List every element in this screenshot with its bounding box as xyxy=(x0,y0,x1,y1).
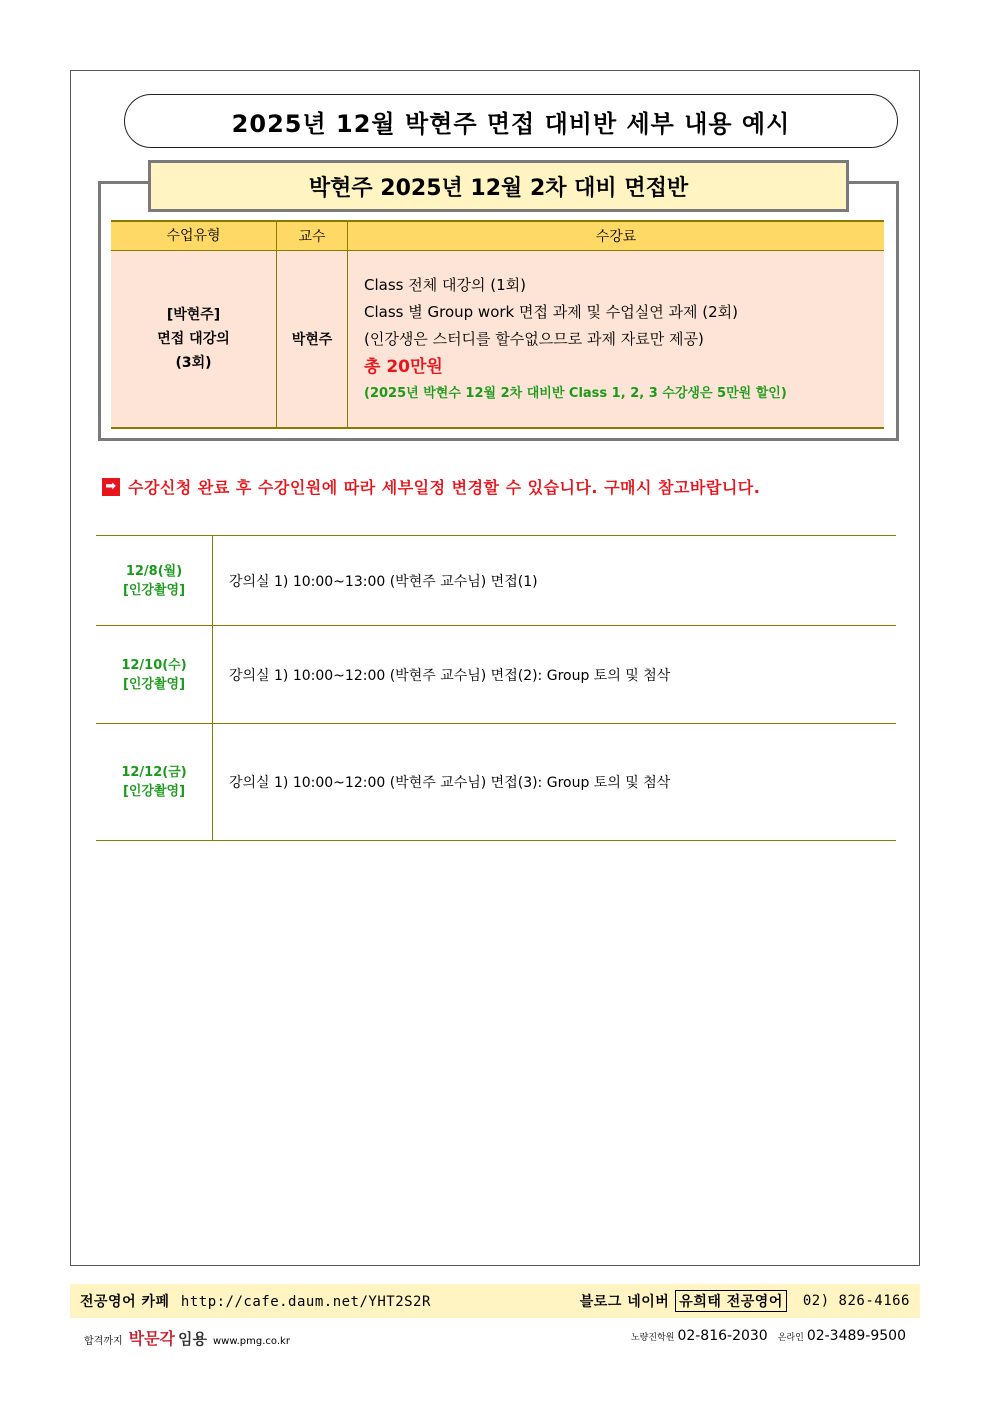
brand-logo xyxy=(84,1326,290,1349)
cafe-label: 전공영어 카페 xyxy=(80,1294,170,1310)
slogan: 합격까지 xyxy=(84,1336,123,1347)
schedule-tag: [인강촬영] xyxy=(122,582,186,598)
footer-bar xyxy=(70,1284,920,1318)
brand-url[interactable]: www.pmg.co.kr xyxy=(213,1336,290,1347)
schedule-date: 12/10(수) xyxy=(121,657,187,673)
schedule-detail: 강의실 1) 10:00~12:00 (박현주 교수님) 면접(3): Group 토의 및 첨삭 xyxy=(213,724,897,841)
schedule-date-cell xyxy=(96,626,213,724)
fee-line: Class 전체 대강의 (1회) xyxy=(364,275,526,294)
course-type-line: 면접 대강의 xyxy=(157,331,230,347)
fee-line: (인강생은 스터디를 할수없으므로 과제 자료만 제공) xyxy=(364,329,704,348)
fee-discount: (2025년 박현수 12월 2차 대비반 Class 1, 2, 3 수강생은 5만원 할인) xyxy=(364,385,787,401)
blog-label: 블로그 네이버 xyxy=(579,1294,670,1310)
schedule-date-cell xyxy=(96,724,213,841)
schedule-row xyxy=(96,626,896,724)
header-professor: 교수 xyxy=(277,221,348,251)
schedule-tag: [인강촬영] xyxy=(122,676,186,692)
campus1-phone: 02-816-2030 xyxy=(677,1328,768,1344)
notice-text: 수강신청 완료 후 수강인원에 따라 세부일정 변경할 수 있습니다. 구매시 참고바랍니다. xyxy=(128,478,761,497)
header-type: 수업유형 xyxy=(111,221,277,251)
notice xyxy=(102,475,760,498)
course-banner: 박현주 2025년 12월 2차 대비 면접반 xyxy=(148,160,849,212)
footer-blog xyxy=(580,1290,910,1312)
page-title: 2025년 12월 박현주 면접 대비반 세부 내용 예시 xyxy=(124,94,898,148)
brand-sub: 임용 xyxy=(178,1330,207,1348)
campus2-label: 온라인 xyxy=(777,1333,804,1343)
fee-cell xyxy=(348,251,885,429)
schedule-date: 12/12(금) xyxy=(121,765,187,780)
footer-cafe xyxy=(80,1291,431,1311)
bottom-bar xyxy=(84,1322,906,1350)
schedule-tag: [인강촬영] xyxy=(122,784,186,799)
course-type-cell xyxy=(111,251,277,429)
schedule-date-cell xyxy=(96,536,213,626)
schedule-row xyxy=(96,724,896,841)
course-type-line: (3회) xyxy=(175,355,212,371)
campus2-phone: 02-3489-9500 xyxy=(806,1328,906,1344)
schedule-date: 12/8(월) xyxy=(125,563,183,579)
contacts xyxy=(631,1328,906,1344)
fee-total: 총 20만원 xyxy=(364,356,443,377)
blog-name[interactable]: 유희태 전공영어 xyxy=(675,1290,787,1312)
course-table-header xyxy=(111,221,884,251)
course-type-line: [박현주] xyxy=(166,307,221,323)
course-table-row xyxy=(111,251,884,429)
schedule-detail: 강의실 1) 10:00~13:00 (박현주 교수님) 면접(1) xyxy=(213,536,897,626)
schedule-row xyxy=(96,536,896,626)
schedule-table xyxy=(96,535,896,841)
schedule-detail: 강의실 1) 10:00~12:00 (박현주 교수님) 면접(2): Group 토의 및 첨삭 xyxy=(213,626,897,724)
course-table xyxy=(111,220,884,429)
campus1-label: 노량진학원 xyxy=(630,1333,675,1343)
cafe-link[interactable]: http://cafe.daum.net/YHT2S2R xyxy=(180,1294,431,1310)
professor-cell: 박현주 xyxy=(277,251,348,429)
arrow-right-icon: ➡ xyxy=(102,478,120,496)
fee-line: Class 별 Group work 면접 과제 및 수업실연 과제 (2회) xyxy=(364,302,738,321)
header-fee: 수강료 xyxy=(348,221,885,251)
footer-phone: 02) 826-4166 xyxy=(802,1293,910,1309)
brand-name: 박문각 xyxy=(128,1329,176,1348)
